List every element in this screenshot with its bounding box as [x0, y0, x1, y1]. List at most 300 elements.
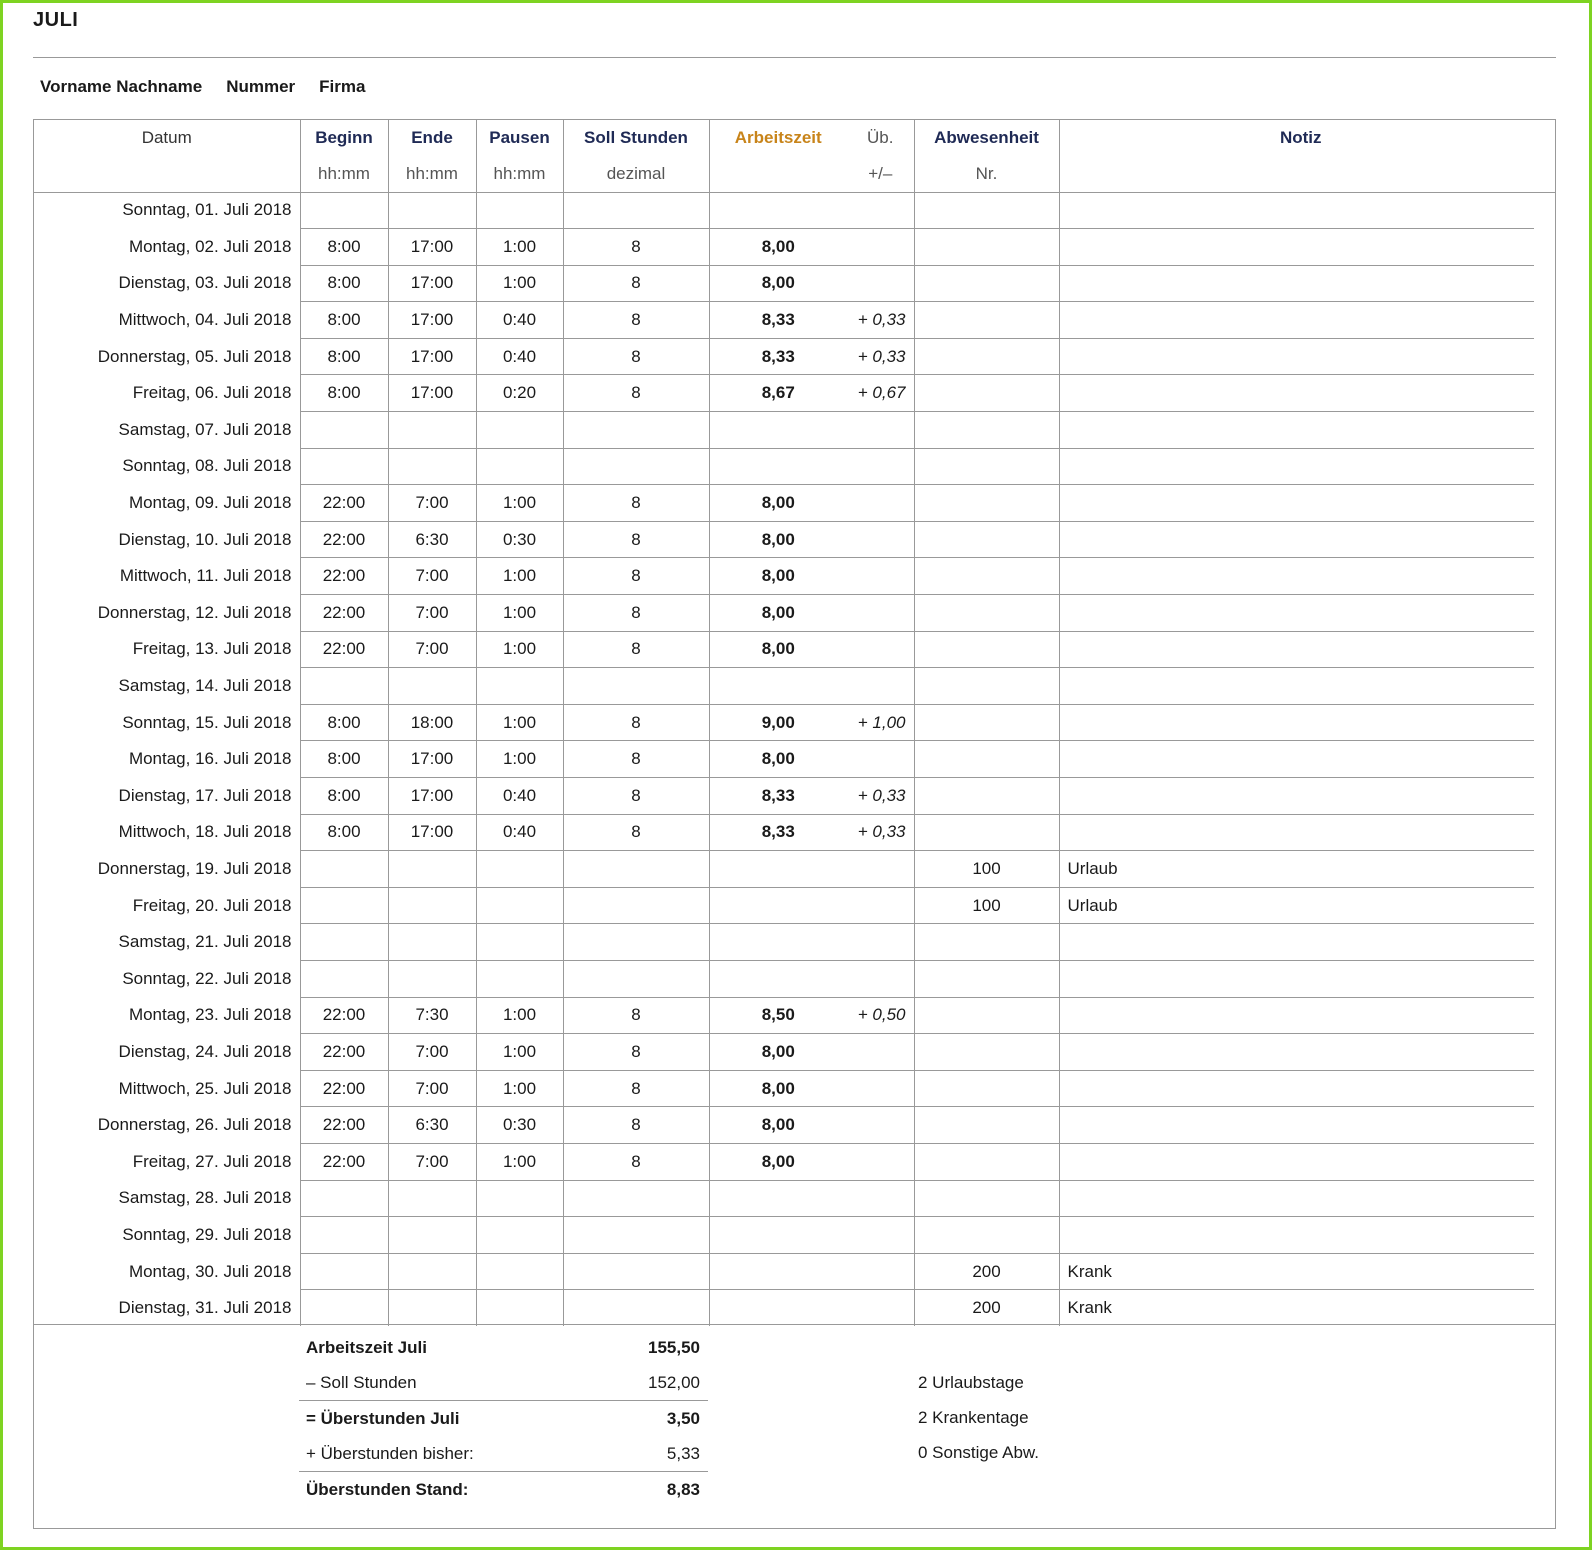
table-row: [34, 595, 1534, 632]
row-beginn: 8:00: [300, 265, 388, 302]
row-pausen: [476, 1217, 563, 1254]
timesheet: [33, 119, 1556, 1529]
row-date: Dienstag, 03. Juli 2018: [34, 265, 300, 302]
row-date: Samstag, 07. Juli 2018: [34, 412, 300, 449]
row-pausen: 0:40: [476, 814, 563, 851]
row-date: Sonntag, 08. Juli 2018: [34, 448, 300, 485]
row-date: Samstag, 28. Juli 2018: [34, 1180, 300, 1217]
row-arbeitszeit: 8,00: [709, 1070, 847, 1107]
row-abwesenheit: [914, 302, 1059, 339]
row-soll: 8: [563, 521, 709, 558]
row-beginn: 8:00: [300, 814, 388, 851]
row-date: Freitag, 27. Juli 2018: [34, 1143, 300, 1180]
row-beginn: 22:00: [300, 1107, 388, 1144]
row-abwesenheit: 200: [914, 1253, 1059, 1290]
table-row: [34, 960, 1534, 997]
table-row: [34, 412, 1534, 449]
row-date: Samstag, 14. Juli 2018: [34, 668, 300, 705]
row-ende: 7:00: [388, 631, 476, 668]
row-notiz: [1059, 960, 1534, 997]
row-notiz: [1059, 595, 1534, 632]
header-ende: Ende: [388, 120, 476, 156]
row-notiz: [1059, 302, 1534, 339]
row-arbeitszeit: 8,67: [709, 375, 847, 412]
row-arbeitszeit: [709, 448, 847, 485]
row-date: Dienstag, 10. Juli 2018: [34, 521, 300, 558]
row-pausen: [476, 887, 563, 924]
row-ueberstunden: [847, 1143, 914, 1180]
row-ende: [388, 448, 476, 485]
row-ende: 17:00: [388, 778, 476, 815]
row-date: Sonntag, 15. Juli 2018: [34, 704, 300, 741]
row-ueberstunden: [847, 521, 914, 558]
row-pausen: [476, 412, 563, 449]
row-arbeitszeit: 8,00: [709, 1034, 847, 1071]
table-row: [34, 1070, 1534, 1107]
row-ende: 17:00: [388, 302, 476, 339]
row-pausen: 1:00: [476, 631, 563, 668]
row-ende: 17:00: [388, 741, 476, 778]
row-arbeitszeit: 8,33: [709, 778, 847, 815]
absence-summary: [918, 1365, 1039, 1470]
row-soll: 8: [563, 338, 709, 375]
row-ende: 6:30: [388, 1107, 476, 1144]
row-abwesenheit: [914, 1180, 1059, 1217]
table-row: [34, 338, 1534, 375]
row-ende: 7:30: [388, 997, 476, 1034]
row-notiz: [1059, 924, 1534, 961]
summary-ueberstunden-label: = Überstunden Juli: [306, 1408, 460, 1428]
row-ueberstunden: [847, 1034, 914, 1071]
row-pausen: 1:00: [476, 265, 563, 302]
summary-bisher-label: + Überstunden bisher:: [306, 1443, 474, 1463]
timesheet-table: [34, 120, 1534, 1326]
header-beginn-unit: hh:mm: [300, 156, 388, 192]
header-pausen: Pausen: [476, 120, 563, 156]
row-beginn: [300, 412, 388, 449]
row-arbeitszeit: 8,00: [709, 1107, 847, 1144]
row-ende: 7:00: [388, 1070, 476, 1107]
row-notiz: [1059, 265, 1534, 302]
row-abwesenheit: [914, 668, 1059, 705]
row-ende: 17:00: [388, 375, 476, 412]
row-arbeitszeit: 8,00: [709, 558, 847, 595]
row-date: Freitag, 13. Juli 2018: [34, 631, 300, 668]
summary-ueberstunden-value: 3,50: [666, 1408, 700, 1428]
row-abwesenheit: [914, 192, 1059, 229]
row-beginn: 22:00: [300, 485, 388, 522]
row-abwesenheit: [914, 521, 1059, 558]
row-notiz: [1059, 1217, 1534, 1254]
row-abwesenheit: [914, 265, 1059, 302]
row-beginn: [300, 192, 388, 229]
row-pausen: 1:00: [476, 997, 563, 1034]
table-row: [34, 192, 1534, 229]
row-beginn: 22:00: [300, 997, 388, 1034]
row-pausen: [476, 1290, 563, 1327]
row-notiz: Urlaub: [1059, 851, 1534, 888]
table-row: [34, 814, 1534, 851]
row-pausen: 0:30: [476, 1107, 563, 1144]
row-arbeitszeit: 8,00: [709, 229, 847, 266]
row-date: Sonntag, 29. Juli 2018: [34, 1217, 300, 1254]
summary-arbeitszeit-value: 155,50: [648, 1337, 700, 1357]
row-ende: 7:00: [388, 595, 476, 632]
row-date: Montag, 09. Juli 2018: [34, 485, 300, 522]
row-ueberstunden: [847, 1070, 914, 1107]
row-ueberstunden: [847, 887, 914, 924]
row-abwesenheit: [914, 485, 1059, 522]
month-title: JULI: [33, 9, 79, 31]
row-date: Donnerstag, 26. Juli 2018: [34, 1107, 300, 1144]
row-arbeitszeit: 8,33: [709, 302, 847, 339]
row-abwesenheit: [914, 1143, 1059, 1180]
row-notiz: [1059, 338, 1534, 375]
row-arbeitszeit: [709, 412, 847, 449]
row-notiz: [1059, 631, 1534, 668]
header-abwesenheit-unit: Nr.: [914, 156, 1059, 192]
table-row: [34, 265, 1534, 302]
header-arbeitszeit-unit: [709, 156, 847, 192]
header-notiz-unit: [1059, 156, 1534, 192]
summary-stand-label: Überstunden Stand:: [306, 1479, 469, 1499]
timesheet-rows: [34, 192, 1534, 1326]
table-row: [34, 851, 1534, 888]
row-ende: [388, 668, 476, 705]
row-ueberstunden: + 0,33: [847, 338, 914, 375]
row-beginn: 22:00: [300, 558, 388, 595]
row-date: Dienstag, 24. Juli 2018: [34, 1034, 300, 1071]
row-soll: 8: [563, 558, 709, 595]
row-abwesenheit: [914, 412, 1059, 449]
table-row: [34, 997, 1534, 1034]
row-ende: 17:00: [388, 265, 476, 302]
row-arbeitszeit: [709, 1253, 847, 1290]
row-beginn: [300, 1290, 388, 1327]
summary-bisher-value: 5,33: [666, 1443, 700, 1463]
row-abwesenheit: [914, 960, 1059, 997]
row-date: Montag, 16. Juli 2018: [34, 741, 300, 778]
row-ueberstunden: [847, 960, 914, 997]
row-ueberstunden: [847, 1107, 914, 1144]
table-row: [34, 1180, 1534, 1217]
table-row: [34, 1034, 1534, 1071]
row-ueberstunden: [847, 265, 914, 302]
row-date: Sonntag, 22. Juli 2018: [34, 960, 300, 997]
row-soll: [563, 924, 709, 961]
row-notiz: [1059, 778, 1534, 815]
table-row: [34, 448, 1534, 485]
row-arbeitszeit: 8,33: [709, 814, 847, 851]
row-pausen: 1:00: [476, 704, 563, 741]
row-beginn: [300, 960, 388, 997]
row-notiz: [1059, 521, 1534, 558]
row-ueberstunden: [847, 1180, 914, 1217]
row-ende: [388, 851, 476, 888]
row-beginn: 22:00: [300, 1143, 388, 1180]
row-beginn: 8:00: [300, 338, 388, 375]
row-notiz: [1059, 741, 1534, 778]
row-soll: 8: [563, 229, 709, 266]
row-abwesenheit: [914, 924, 1059, 961]
row-pausen: 1:00: [476, 485, 563, 522]
row-soll: 8: [563, 1107, 709, 1144]
row-beginn: 22:00: [300, 631, 388, 668]
row-ende: [388, 1217, 476, 1254]
row-pausen: [476, 924, 563, 961]
header-notiz: Notiz: [1279, 128, 1322, 147]
row-date: Donnerstag, 05. Juli 2018: [34, 338, 300, 375]
row-ueberstunden: [847, 668, 914, 705]
row-notiz: [1059, 1180, 1534, 1217]
row-notiz: [1059, 1107, 1534, 1144]
row-soll: 8: [563, 997, 709, 1034]
header-ende-unit: hh:mm: [388, 156, 476, 192]
row-ende: [388, 1290, 476, 1327]
row-beginn: [300, 1217, 388, 1254]
row-arbeitszeit: 8,00: [709, 485, 847, 522]
row-pausen: [476, 668, 563, 705]
row-date: Freitag, 20. Juli 2018: [34, 887, 300, 924]
header-soll: Soll Stunden: [563, 120, 709, 156]
row-beginn: [300, 448, 388, 485]
row-ueberstunden: [847, 741, 914, 778]
row-abwesenheit: [914, 997, 1059, 1034]
row-ende: 7:00: [388, 558, 476, 595]
row-ueberstunden: [847, 448, 914, 485]
row-beginn: [300, 924, 388, 961]
row-notiz: Krank: [1059, 1290, 1534, 1327]
row-notiz: [1059, 997, 1534, 1034]
absence-krank: 2 Krankentage: [918, 1408, 1029, 1427]
person-info: [40, 77, 365, 97]
row-ueberstunden: + 0,33: [847, 778, 914, 815]
row-ueberstunden: [847, 1290, 914, 1327]
row-soll: [563, 1217, 709, 1254]
row-pausen: [476, 448, 563, 485]
row-pausen: 0:20: [476, 375, 563, 412]
row-arbeitszeit: 8,00: [709, 741, 847, 778]
table-row: [34, 631, 1534, 668]
row-arbeitszeit: [709, 668, 847, 705]
row-ueberstunden: + 0,67: [847, 375, 914, 412]
header-ueb: Üb.: [847, 120, 914, 156]
row-beginn: 8:00: [300, 302, 388, 339]
row-soll: 8: [563, 814, 709, 851]
table-row: [34, 229, 1534, 266]
row-soll: [563, 960, 709, 997]
row-soll: 8: [563, 375, 709, 412]
row-ende: [388, 412, 476, 449]
row-abwesenheit: [914, 595, 1059, 632]
title-divider: [33, 57, 1556, 58]
row-beginn: 8:00: [300, 704, 388, 741]
header-datum: Datum: [34, 120, 300, 156]
table-row: [34, 704, 1534, 741]
row-ende: [388, 1253, 476, 1290]
row-notiz: [1059, 814, 1534, 851]
row-date: Montag, 02. Juli 2018: [34, 229, 300, 266]
summary-stand-value: 8,83: [666, 1479, 700, 1499]
row-pausen: [476, 1253, 563, 1290]
row-arbeitszeit: [709, 887, 847, 924]
row-abwesenheit: [914, 1034, 1059, 1071]
row-soll: 8: [563, 631, 709, 668]
row-ueberstunden: [847, 192, 914, 229]
table-row: [34, 924, 1534, 961]
summary-soll-value: 152,00: [648, 1372, 700, 1392]
header-soll-unit: dezimal: [563, 156, 709, 192]
row-notiz: [1059, 1070, 1534, 1107]
row-arbeitszeit: 8,00: [709, 265, 847, 302]
row-pausen: [476, 851, 563, 888]
row-date: Dienstag, 31. Juli 2018: [34, 1290, 300, 1327]
row-abwesenheit: [914, 229, 1059, 266]
table-row: [34, 302, 1534, 339]
row-ueberstunden: [847, 229, 914, 266]
summary-ueberstunden: [299, 1400, 708, 1436]
row-soll: 8: [563, 265, 709, 302]
row-arbeitszeit: 8,00: [709, 631, 847, 668]
row-abwesenheit: [914, 338, 1059, 375]
header-abwesenheit: Abwesenheit: [914, 120, 1059, 156]
row-ueberstunden: [847, 558, 914, 595]
row-soll: [563, 668, 709, 705]
row-notiz: [1059, 1143, 1534, 1180]
person-company: Firma: [319, 77, 366, 96]
row-ueberstunden: [847, 631, 914, 668]
row-soll: [563, 192, 709, 229]
row-pausen: 0:40: [476, 302, 563, 339]
row-date: Freitag, 06. Juli 2018: [34, 375, 300, 412]
header-beginn: Beginn: [300, 120, 388, 156]
row-date: Donnerstag, 19. Juli 2018: [34, 851, 300, 888]
person-number: Nummer: [226, 77, 296, 96]
row-arbeitszeit: [709, 1180, 847, 1217]
row-soll: 8: [563, 1034, 709, 1071]
row-notiz: Urlaub: [1059, 887, 1534, 924]
header-ueb-unit: +/–: [847, 156, 914, 192]
row-arbeitszeit: 8,00: [709, 595, 847, 632]
row-abwesenheit: [914, 814, 1059, 851]
row-arbeitszeit: [709, 851, 847, 888]
row-soll: [563, 1180, 709, 1217]
row-ueberstunden: [847, 1253, 914, 1290]
row-soll: [563, 887, 709, 924]
absence-sonstige: 0 Sonstige Abw.: [918, 1443, 1039, 1462]
row-date: Sonntag, 01. Juli 2018: [34, 192, 300, 229]
row-ueberstunden: [847, 1217, 914, 1254]
row-date: Mittwoch, 04. Juli 2018: [34, 302, 300, 339]
row-notiz: [1059, 192, 1534, 229]
table-row: [34, 778, 1534, 815]
row-soll: 8: [563, 302, 709, 339]
row-abwesenheit: [914, 448, 1059, 485]
row-beginn: [300, 668, 388, 705]
table-row: [34, 1253, 1534, 1290]
row-soll: [563, 412, 709, 449]
summary-arbeitszeit: [299, 1330, 708, 1365]
table-row: [34, 1143, 1534, 1180]
table-row: [34, 668, 1534, 705]
row-pausen: [476, 960, 563, 997]
row-ende: 7:00: [388, 1034, 476, 1071]
row-date: Mittwoch, 25. Juli 2018: [34, 1070, 300, 1107]
row-ende: 7:00: [388, 1143, 476, 1180]
row-pausen: 0:30: [476, 521, 563, 558]
row-soll: 8: [563, 595, 709, 632]
row-beginn: 22:00: [300, 1070, 388, 1107]
person-name: Vorname Nachname: [40, 77, 203, 96]
row-arbeitszeit: 8,50: [709, 997, 847, 1034]
header-arbeitszeit: Arbeitszeit: [734, 128, 822, 147]
table-row: [34, 375, 1534, 412]
table-row: [34, 521, 1534, 558]
row-pausen: 0:40: [476, 778, 563, 815]
row-ueberstunden: + 0,33: [847, 814, 914, 851]
row-ende: [388, 960, 476, 997]
row-notiz: [1059, 229, 1534, 266]
row-beginn: [300, 1180, 388, 1217]
row-beginn: 8:00: [300, 778, 388, 815]
row-pausen: 0:40: [476, 338, 563, 375]
row-notiz: [1059, 558, 1534, 595]
row-ende: [388, 1180, 476, 1217]
row-notiz: [1059, 448, 1534, 485]
row-ende: 7:00: [388, 485, 476, 522]
row-beginn: 22:00: [300, 1034, 388, 1071]
row-pausen: 1:00: [476, 229, 563, 266]
row-abwesenheit: [914, 1217, 1059, 1254]
row-soll: 8: [563, 485, 709, 522]
row-pausen: 1:00: [476, 1034, 563, 1071]
row-notiz: [1059, 668, 1534, 705]
row-pausen: 1:00: [476, 741, 563, 778]
table-row: [34, 1290, 1534, 1327]
row-ueberstunden: [847, 924, 914, 961]
row-arbeitszeit: 8,00: [709, 521, 847, 558]
row-ende: [388, 887, 476, 924]
header-datum-unit: [34, 156, 300, 192]
header-pausen-unit: hh:mm: [476, 156, 563, 192]
summary-soll-label: – Soll Stunden: [306, 1372, 417, 1392]
row-abwesenheit: [914, 1070, 1059, 1107]
row-date: Dienstag, 17. Juli 2018: [34, 778, 300, 815]
row-arbeitszeit: 9,00: [709, 704, 847, 741]
summary-arbeitszeit-label: Arbeitszeit Juli: [306, 1337, 427, 1357]
table-row: [34, 558, 1534, 595]
row-arbeitszeit: [709, 924, 847, 961]
row-beginn: 8:00: [300, 741, 388, 778]
row-arbeitszeit: 8,33: [709, 338, 847, 375]
row-ende: 18:00: [388, 704, 476, 741]
row-arbeitszeit: [709, 960, 847, 997]
row-notiz: [1059, 1034, 1534, 1071]
row-beginn: 22:00: [300, 595, 388, 632]
row-pausen: 1:00: [476, 1070, 563, 1107]
summary-bisher: [299, 1436, 708, 1471]
absence-urlaub: 2 Urlaubstage: [918, 1373, 1024, 1392]
row-date: Samstag, 21. Juli 2018: [34, 924, 300, 961]
row-beginn: 8:00: [300, 229, 388, 266]
row-abwesenheit: [914, 558, 1059, 595]
row-abwesenheit: 100: [914, 851, 1059, 888]
row-arbeitszeit: [709, 1217, 847, 1254]
row-ende: [388, 192, 476, 229]
row-beginn: 8:00: [300, 375, 388, 412]
row-ende: 6:30: [388, 521, 476, 558]
row-ende: [388, 924, 476, 961]
